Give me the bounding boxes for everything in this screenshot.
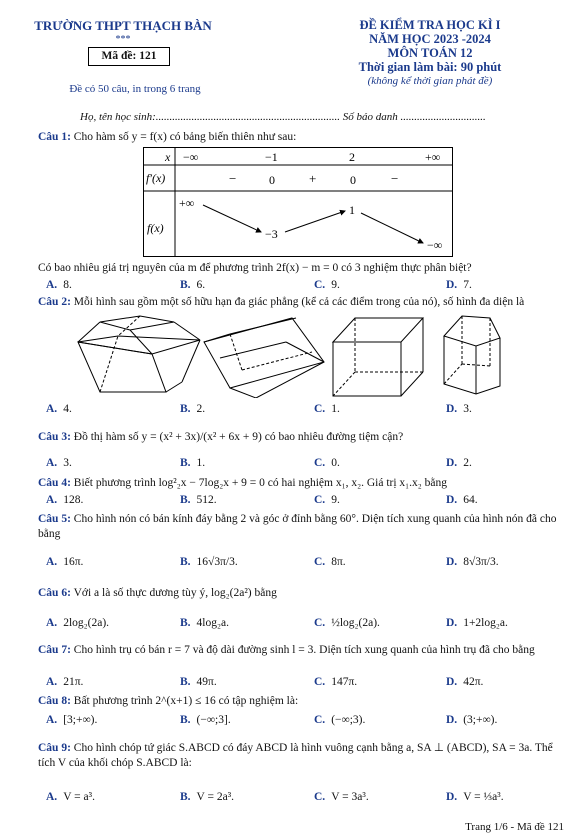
table-f-value: +∞	[179, 196, 195, 210]
answer-option[interactable]: C. 9.	[314, 279, 340, 291]
table-f-value: −∞	[427, 238, 443, 252]
question-text: Bất phương trình 2^(x+1) ≤ 16 có tập nghiệm là:	[73, 695, 299, 707]
question-label: Câu 4:	[38, 477, 71, 489]
table-fp-label: f′(x)	[146, 171, 166, 185]
table-fp-sign: −	[229, 171, 237, 186]
question-label: Câu 9:	[38, 742, 71, 754]
exam-subject: MÔN TOÁN 12	[387, 46, 473, 60]
question-text: Với a là số thực dương tùy ý, log₂(2a²) bằng	[73, 587, 277, 599]
answer-option[interactable]: C. 1.	[314, 403, 340, 415]
table-fp-sign: −	[391, 171, 399, 186]
table-x-value: +∞	[425, 150, 441, 164]
question-text: Cho hình trụ có bán r = 7 và độ dài đường sinh l = 3. Diện tích xung quanh của hình trụ đã cho bằng	[73, 644, 535, 656]
answer-option[interactable]: C. 147π.	[314, 676, 358, 688]
answer-option[interactable]: A. 4.	[46, 403, 72, 415]
exam-header	[300, 18, 560, 88]
answer-option[interactable]: A. 2log₂(2a).	[46, 617, 110, 629]
answer-option[interactable]: B. 16√3π/3.	[180, 556, 238, 568]
question-label: Câu 6:	[38, 587, 71, 599]
answer-option[interactable]: A. [3;+∞).	[46, 714, 98, 726]
table-x-value: −∞	[183, 150, 199, 164]
question-label: Câu 7:	[38, 644, 71, 656]
question-text: Biết phương trình log²₂x − 7log₂x + 9 = 0 có hai nghiệm x₁, x₂. Giá trị x₁.x₂ bằng	[73, 477, 448, 489]
answer-option[interactable]: A. 21π.	[46, 676, 84, 688]
answer-option[interactable]: B. 6.	[180, 279, 206, 291]
question-text: Cho hình chóp tứ giác S.ABCD có đáy ABCD là hình vuông cạnh bằng a, SA ⊥ (ABCD), SA = 3a. Thể tích V của khối chóp S.ABCD là:	[38, 742, 553, 769]
question-1	[38, 130, 568, 145]
arrow-down	[361, 213, 423, 243]
table-fp-sign: +	[309, 171, 317, 186]
table-x-value: −1	[265, 150, 278, 164]
answer-option[interactable]: D. (3;+∞).	[446, 714, 498, 726]
answer-option[interactable]: D. 42π.	[446, 676, 484, 688]
answer-option[interactable]: B. (−∞;3].	[180, 714, 231, 726]
question-label: Câu 1:	[38, 131, 71, 143]
question-2	[38, 295, 568, 310]
arrow-up	[285, 211, 345, 232]
candidate-line: Họ, tên học sinh:................................................................... Số báo danh ...............................	[80, 111, 486, 123]
page-footer: Trang 1/6 - Mã đề 121	[465, 821, 564, 833]
question-text: Cho hình nón có bán kính đáy bằng 2 và góc ở đỉnh bằng 60°. Diện tích xung quanh của hình nón đã cho bằng	[38, 513, 557, 540]
answer-option[interactable]: C. 0.	[314, 457, 340, 469]
table-x-label: x	[165, 150, 171, 164]
exam-code: Mã đề: 121	[88, 47, 170, 66]
answer-option[interactable]: C. 8π.	[314, 556, 346, 568]
question-7	[38, 643, 568, 658]
polyhedron-figure-2	[200, 312, 330, 398]
answer-option[interactable]: D. 64.	[446, 494, 478, 506]
question-3	[38, 430, 568, 445]
table-f-value: −3	[265, 227, 278, 241]
page-count-note: Đề có 50 câu, in trong 6 trang	[69, 83, 201, 95]
question-label: Câu 3:	[38, 431, 71, 443]
question-9	[38, 741, 568, 771]
answer-option[interactable]: C. ½log₂(2a).	[314, 617, 380, 629]
question-label: Câu 5:	[38, 513, 71, 525]
answer-option[interactable]: B. 1.	[180, 457, 206, 469]
question-6	[38, 586, 568, 601]
variation-table	[143, 147, 453, 257]
question-1-continued: Có bao nhiêu giá trị nguyên của m để phương trình 2f(x) − m = 0 có 3 nghiệm thực phân biệt?	[38, 262, 472, 274]
answer-option[interactable]: A. 3.	[46, 457, 72, 469]
answer-option[interactable]: D. 2.	[446, 457, 472, 469]
question-text: Mỗi hình sau gồm một số hữu hạn đa giác phẳng (kể cả các điểm trong của nó), số hình đa diện là	[73, 296, 525, 308]
polyhedron-figure-1	[70, 312, 210, 398]
answer-option[interactable]: A. 128.	[46, 494, 84, 506]
question-4	[38, 476, 568, 491]
answer-option[interactable]: C. (−∞;3).	[314, 714, 366, 726]
table-f-value: 1	[349, 203, 355, 217]
table-f-label: f(x)	[147, 221, 164, 235]
answer-option[interactable]: D. 1+2log₂a.	[446, 617, 508, 629]
question-label: Câu 8:	[38, 695, 71, 707]
polyhedron-figure-3	[325, 312, 435, 398]
question-text: Đồ thị hàm số y = (x² + 3x)/(x² + 6x + 9) có bao nhiêu đường tiệm cận?	[73, 431, 404, 443]
answer-option[interactable]: B. V = 2a³.	[180, 791, 235, 803]
arrow-down	[203, 205, 261, 232]
answer-option[interactable]: A. 16π.	[46, 556, 84, 568]
answer-option[interactable]: D. V = ⅓a³.	[446, 791, 504, 803]
exam-time: Thời gian làm bài: 90 phút	[358, 60, 502, 74]
answer-option[interactable]: B. 49π.	[180, 676, 217, 688]
table-fp-sign: 0	[269, 173, 275, 187]
table-x-value: 2	[349, 150, 355, 164]
question-label: Câu 2:	[38, 296, 71, 308]
polyhedron-figure-4	[440, 312, 510, 398]
header-stars: ***	[115, 34, 131, 45]
answer-option[interactable]: B. 4log₂a.	[180, 617, 229, 629]
exam-title: ĐỀ KIỂM TRA HỌC KÌ I	[359, 18, 501, 32]
answer-option[interactable]: C. 9.	[314, 494, 340, 506]
exam-year: NĂM HỌC 2023 -2024	[369, 32, 491, 46]
school-name: TRƯỜNG THPT THẠCH BÀN	[34, 18, 212, 33]
answer-option[interactable]: D. 3.	[446, 403, 472, 415]
answer-option[interactable]: D. 7.	[446, 279, 472, 291]
question-text: Cho hàm số y = f(x) có bảng biến thiên như sau:	[73, 131, 297, 143]
question-5	[38, 512, 568, 542]
answer-option[interactable]: B. 512.	[180, 494, 217, 506]
answer-option[interactable]: A. V = a³.	[46, 791, 95, 803]
answer-option[interactable]: B. 2.	[180, 403, 206, 415]
answer-option[interactable]: A. 8.	[46, 279, 72, 291]
table-fp-sign: 0	[350, 173, 356, 187]
exam-note: (không kể thời gian phát đề)	[367, 75, 493, 87]
answer-option[interactable]: C. V = 3a³.	[314, 791, 369, 803]
answer-option[interactable]: D. 8√3π/3.	[446, 556, 499, 568]
question-8	[38, 694, 568, 709]
